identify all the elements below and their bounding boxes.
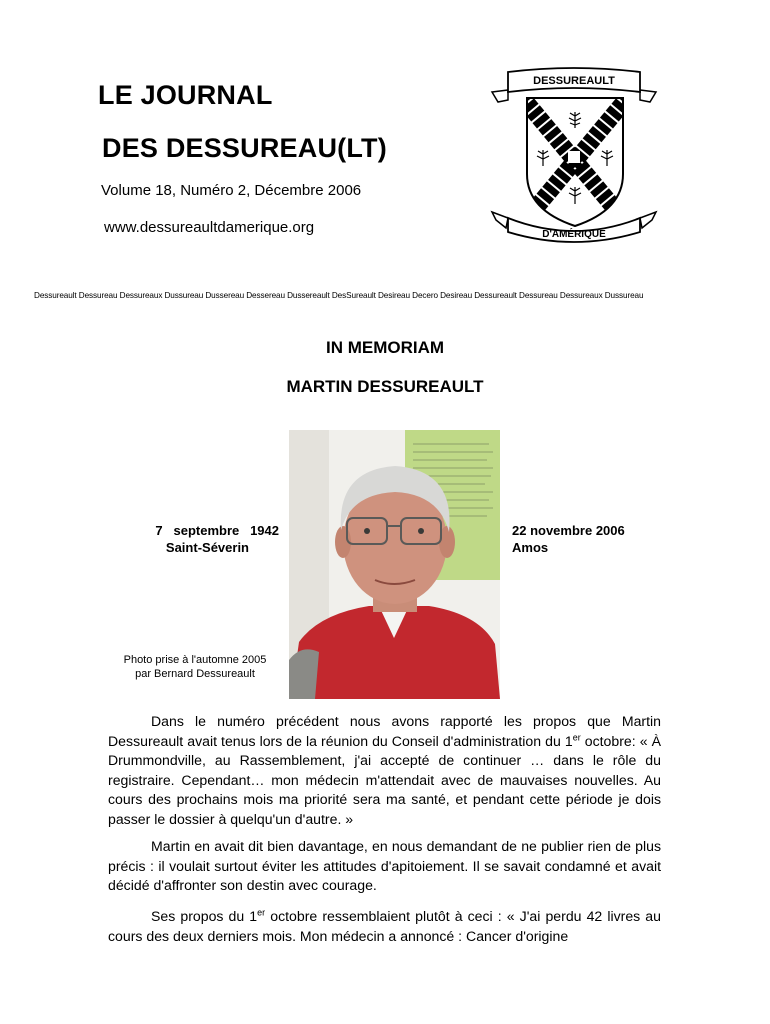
article-paragraph-1: Dans le numéro précédent nous avons rapporté les propos que Martin Dessureault avait tenus lors de la réunion du Conseil d'administration du 1er octobre: « À Drummondville, au Rassemblement, j'ai accepté de continuer … dans le rôle du registraire. Cependant… mon médecin m'attendait avec de mauvaises nouvelles. Au cours des prochains mois ma priorité sera ma santé, et pendant cette période je dois passer le dossier à quelqu'un d'autre. » <box>108 713 661 827</box>
journal-title-line2: DES DESSUREAU(LT) <box>102 133 387 163</box>
shield <box>514 90 636 234</box>
website-link[interactable]: www.dessureaultdamerique.org <box>104 219 315 236</box>
birth-date: 7 septembre 1942 <box>155 523 279 538</box>
portrait-photo <box>289 430 500 699</box>
article-paragraph-3: Ses propos du 1er octobre ressemblaient plutôt à ceci : « J'ai perdu 42 livres au cours des deux derniers mois. Mon médecin a annoncé : Cancer d'origine <box>108 907 661 944</box>
surname-variants-banner: Dessureault Dessureau Dessureaux Dussureau Dussereau Dessereau Dussereault DesSureault Desireau Decero Desireau Dessureault Dessureau Dessureaux Dussureau <box>34 291 644 300</box>
volume-info: Volume 18, Numéro 2, Décembre 2006 <box>101 182 362 199</box>
death-info <box>512 522 625 556</box>
bottom-banner-text: D'AMÉRIQUE <box>542 229 606 240</box>
photo-caption <box>110 654 280 681</box>
photo-caption-line1: Photo prise à l'automne 2005 <box>123 654 267 666</box>
birth-place: Saint-Séverin <box>165 540 249 555</box>
photo-caption-line2: par Bernard Dessureault <box>135 667 255 680</box>
article-paragraph-2: Martin en avait dit bien davantage, en nous demandant de ne publier rien de plus précis : il voulait surtout éviter les attitudes d'apitoiement. Il se savait condamné et avait décidé d'affronter son destin avec courage. <box>108 838 661 893</box>
death-date: 22 novembre 2006 <box>512 523 625 538</box>
birth-info <box>139 522 279 556</box>
journal-title-line1: LE JOURNAL <box>98 80 273 110</box>
top-banner <box>492 68 656 102</box>
memorial-subject-name: MARTIN DESSUREAULT <box>286 377 484 396</box>
death-place: Amos <box>512 540 549 555</box>
family-crest-logo <box>486 62 662 248</box>
section-heading: IN MEMORIAM <box>325 338 445 357</box>
top-banner-text: DESSUREAULT <box>533 75 615 87</box>
